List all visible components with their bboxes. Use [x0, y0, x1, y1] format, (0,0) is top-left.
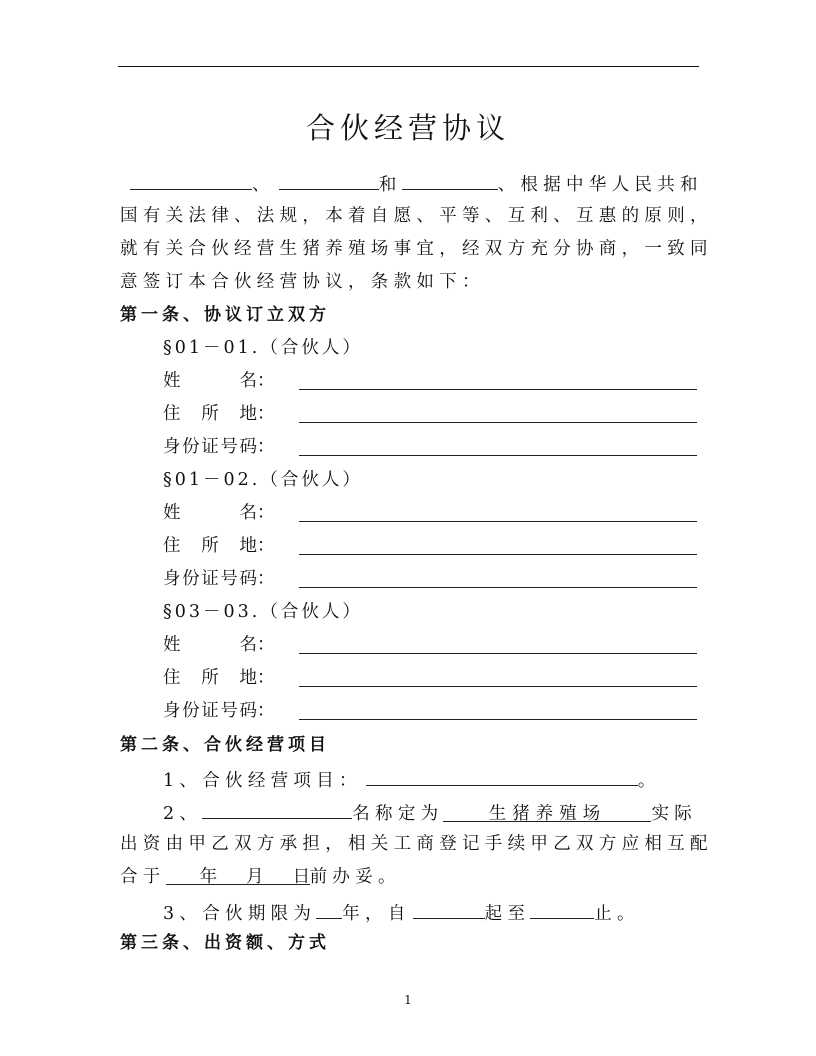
party-b-blank[interactable] — [279, 171, 379, 190]
partner-2-address-row: 住所地： — [163, 535, 275, 557]
document-title: 合伙经营协议 — [305, 111, 510, 145]
field-label: 姓名 — [163, 503, 257, 523]
registration-date-blank[interactable]: 年 月 日 — [166, 866, 310, 885]
partner-1-id-row: 身份证号码： — [163, 436, 275, 458]
partner-1-address-row: 住所地： — [163, 403, 275, 425]
article-3-heading: 第三条、出资额、方式 — [120, 933, 330, 953]
article-2-item-1: 1、合伙经营项目： 。 — [163, 767, 741, 792]
field-label: 身份证号码 — [163, 701, 257, 721]
article-2-item-2-line-2: 出资由甲乙双方承担，相关工商登记手续甲乙双方应相互配 — [120, 834, 713, 854]
partner-2-id-input[interactable] — [299, 587, 697, 588]
partner-2-name-input[interactable] — [299, 521, 697, 522]
partner-3-address-input[interactable] — [299, 686, 697, 687]
partner-3-label: §03－03.（合伙人） — [163, 602, 363, 622]
field-label: 住所地 — [163, 404, 257, 424]
party-a-blank[interactable] — [130, 171, 252, 190]
partner-2-id-row: 身份证号码： — [163, 568, 275, 590]
partner-3-name-input[interactable] — [299, 653, 697, 654]
partner-3-address-row: 住所地： — [163, 667, 275, 689]
field-label: 姓名 — [163, 371, 257, 391]
field-label: 身份证号码 — [163, 569, 257, 589]
preamble-line-2: 国有关法律、法规，本着自愿、平等、互利、互惠的原则， — [120, 206, 713, 226]
partner-1-id-input[interactable] — [299, 455, 697, 456]
party-c-blank[interactable] — [402, 171, 498, 190]
page-number: 1 — [404, 993, 412, 1007]
header-rule — [118, 66, 699, 67]
business-name-field[interactable]: 生猪养殖场 — [443, 803, 651, 822]
partner-1-address-input[interactable] — [299, 422, 697, 423]
preamble-line-3: 就有关合伙经营生猪养殖场事宜，经双方充分协商，一致同 — [120, 239, 713, 259]
field-label: 住所地 — [163, 668, 257, 688]
partner-3-name-row: 姓名： — [163, 634, 275, 656]
preamble-line-1: 、 和 、根据中华人民共和 — [130, 171, 708, 196]
end-date-blank[interactable] — [530, 900, 594, 919]
article-2-item-3: 3、合伙期限为 年，自 起至 止。 — [163, 900, 741, 925]
article-2-item-2-line-1: 2、 名称定为 生猪养殖场 实际 — [163, 800, 741, 825]
article-1-heading: 第一条、协议订立双方 — [120, 305, 330, 325]
partner-3-id-row: 身份证号码： — [163, 700, 275, 722]
start-date-blank[interactable] — [413, 900, 485, 919]
entity-blank[interactable] — [202, 800, 352, 819]
partner-1-name-input[interactable] — [299, 389, 697, 390]
field-label: 姓名 — [163, 635, 257, 655]
partner-2-label: §01－02.（合伙人） — [163, 470, 363, 490]
term-years-blank[interactable] — [316, 900, 342, 919]
article-2-item-2-line-3: 合于 年 月 日前办妥。 — [120, 867, 401, 887]
field-label: 住所地 — [163, 536, 257, 556]
article-2-heading: 第二条、合伙经营项目 — [120, 735, 330, 755]
partner-3-id-input[interactable] — [299, 719, 697, 720]
partner-2-name-row: 姓名： — [163, 502, 275, 524]
field-label: 身份证号码 — [163, 437, 257, 457]
partner-2-address-input[interactable] — [299, 554, 697, 555]
partner-1-name-row: 姓名： — [163, 370, 275, 392]
preamble-line-4: 意签订本合伙经营协议，条款如下： — [120, 272, 485, 292]
business-project-blank[interactable] — [366, 767, 638, 786]
partner-1-label: §01－01.（合伙人） — [163, 338, 363, 358]
